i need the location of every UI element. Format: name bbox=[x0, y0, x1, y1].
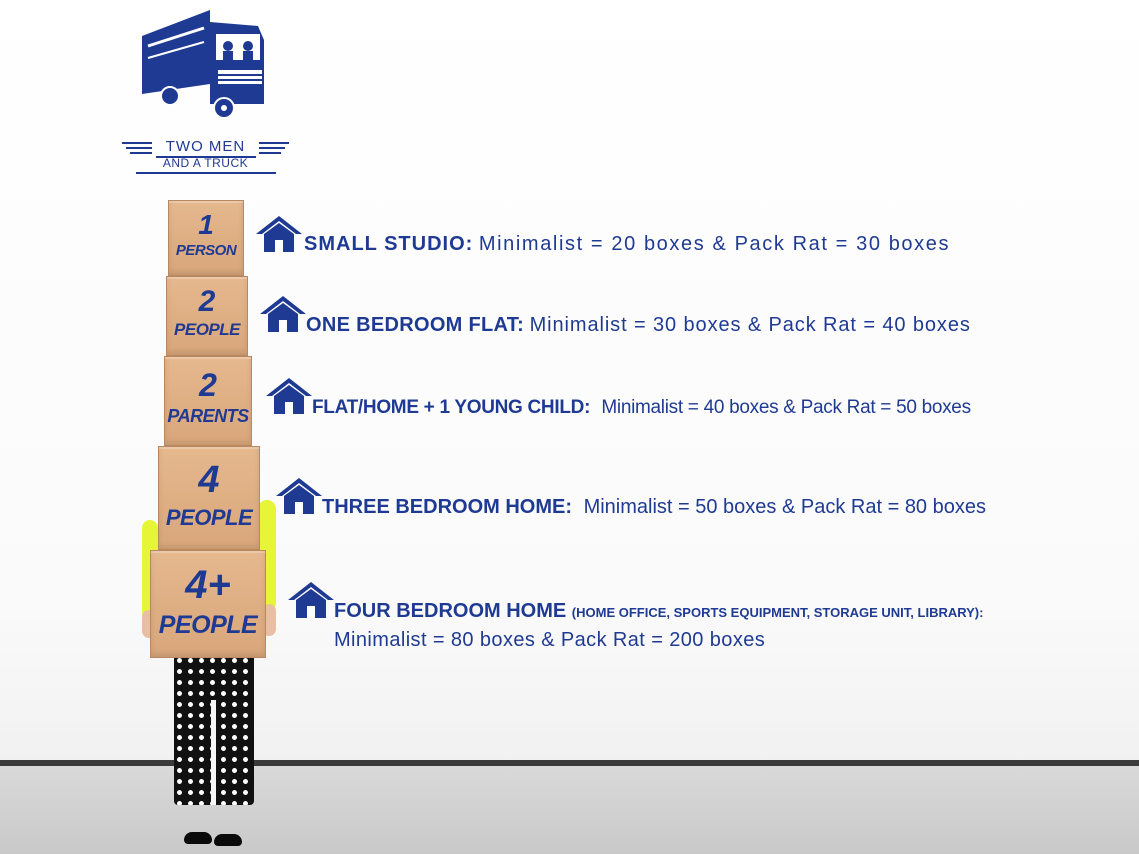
row-heading: SMALL STUDIO: bbox=[304, 233, 474, 255]
house-icon bbox=[274, 476, 324, 516]
house-icon bbox=[264, 376, 314, 416]
row-four-bedroom-home bbox=[334, 600, 983, 623]
box-number: 2 bbox=[199, 367, 217, 403]
left-shoe bbox=[184, 832, 212, 844]
floor bbox=[0, 766, 1139, 854]
box-label: PEOPLE bbox=[174, 320, 240, 339]
box-number: 4 bbox=[198, 459, 220, 501]
row-detail: Minimalist = 20 boxes & Pack Rat = 30 boxes bbox=[478, 233, 951, 255]
box-number: 4+ bbox=[185, 563, 231, 607]
box-label: PARENTS bbox=[167, 406, 249, 426]
house-icon bbox=[286, 580, 336, 620]
box-label: PEOPLE bbox=[158, 611, 258, 639]
row-detail: Minimalist = 30 boxes & Pack Rat = 40 boxes bbox=[529, 314, 971, 336]
row-heading: FLAT/HOME + 1 YOUNG CHILD: bbox=[312, 397, 591, 418]
row-flat-home-child bbox=[312, 397, 971, 419]
row-three-bedroom-home bbox=[322, 496, 986, 519]
row-four-bedroom-detail bbox=[334, 629, 765, 652]
row-detail: Minimalist = 80 boxes & Pack Rat = 200 boxes bbox=[334, 629, 766, 651]
row-heading: THREE BEDROOM HOME: bbox=[322, 496, 572, 518]
box-number: 2 bbox=[198, 285, 216, 318]
row-heading: ONE BEDROOM FLAT: bbox=[306, 314, 525, 336]
brand-name-line2: AND A TRUCK bbox=[162, 156, 249, 170]
moving-box-1 bbox=[168, 200, 244, 276]
moving-box-2 bbox=[166, 276, 248, 356]
row-note: (HOME OFFICE, SPORTS EQUIPMENT, STORAGE UNIT, LIBRARY): bbox=[571, 605, 984, 620]
box-label: PERSON bbox=[175, 242, 237, 259]
house-icon bbox=[254, 214, 304, 254]
row-one-bedroom-flat bbox=[306, 314, 971, 337]
row-detail: Minimalist = 40 boxes & Pack Rat = 50 boxes bbox=[601, 397, 971, 418]
brand-name-line1: TWO MEN bbox=[165, 138, 246, 155]
house-icon bbox=[258, 294, 308, 334]
row-small-studio bbox=[304, 233, 950, 256]
box-number: 1 bbox=[198, 209, 214, 240]
company-logo bbox=[118, 6, 293, 176]
moving-box-4 bbox=[158, 446, 260, 550]
box-label: PEOPLE bbox=[165, 505, 253, 530]
moving-truck-icon bbox=[140, 6, 270, 121]
row-detail: Minimalist = 50 boxes & Pack Rat = 80 boxes bbox=[583, 496, 986, 518]
right-shoe bbox=[214, 834, 242, 846]
moving-box-5 bbox=[150, 550, 266, 658]
row-heading: FOUR BEDROOM HOME bbox=[334, 600, 567, 622]
moving-box-3 bbox=[164, 356, 252, 446]
